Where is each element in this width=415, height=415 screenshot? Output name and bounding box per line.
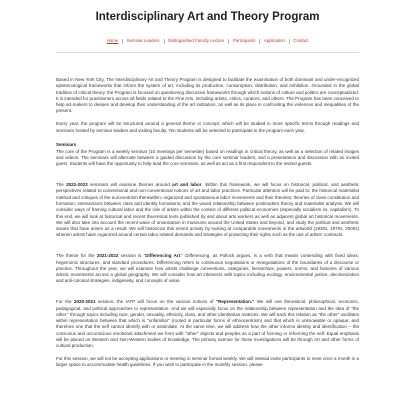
session-year: 2020-2021 (73, 299, 96, 305)
nav-contact[interactable]: Contact (293, 38, 309, 43)
text: ." Differencing, as Pollock argues, is a verb that means contending with fixed ideas, hegemonic structures, and standard procedures. Differencing refers to continuous negotiations or renegotiations of the boundaries of a discourse or practice. Throughout the year, we will examine how artists challenge conventions, categories, hierarchies, powers, norms, and histories of various artistic movements across a global geography. We will consider how art intersects with topics including ecology, environmental justice, decolonization and anti-colonial strategies, indigeneity, and concepts of value. (56, 253, 359, 284)
session-theme: art and labor (172, 182, 202, 188)
nav-divider-line (56, 52, 359, 53)
site-title: Interdisciplinary Art and Theory Program (95, 11, 320, 23)
structure-paragraph: Every year, the program will be structured around a general theme or concept, which will be studied in more specific terms through readings and seminars hosted by seminar leaders and visiting faculty. Ten students will be selected to participate in the program each year. (56, 121, 359, 133)
session-theme: Differencing Art (145, 253, 181, 259)
seminars-paragraph: The core of the Program is a weekly seminar (10 meetings per semester) based on readings in critical theory, as well as a selection of related images and videos. The seminars will alternate between a guided discussion by the core seminar leaders, and a presentation and discussion with an invited guest. Students will have the opportunity to help lead the core seminars, as well as act as a first respondent to the invited guests. (56, 148, 359, 167)
text: session, the IATP will focus on the various notions of (95, 299, 216, 305)
theme-2020-2021-paragraph (56, 299, 359, 349)
nav-application[interactable]: Application (263, 38, 285, 43)
text: session is " (118, 253, 146, 259)
text: The (56, 182, 67, 188)
text: seminars will examine themes around (87, 182, 173, 188)
nav-home[interactable]: Home (106, 38, 119, 43)
main-nav (0, 36, 415, 46)
nav-participants[interactable]: Participants (232, 38, 256, 43)
theme-2022-2023-paragraph (56, 182, 359, 239)
text: . Within this framework, we will focus on historical, political, and aesthetic perspectives related to conventional and non-conventional notions of art and labor practices. Particular attention will be paid to: the historical materialist method and critiques of the eurocentrism therewithin; organized and spontaneous labor movements and their theories; theories of class constitution and formation; intersections between class and identity formations; and the vexed relationship between postmodern theory and materialist analysis. We will consider ways of framing cultural labor and the role of artists within the context of different political economies (especially socialism vs. capitalism). To this end, we will look at historical and recent theoretical texts published by and about arts workers as well as adjacent global art historical movements. We will also take into account the recent wave of unionization in museums around the United States and beyond, and study the political and aesthetic issues that have arisen as a result. We will historicize this recent activity by looking at comparable movements in the artworld (1930s, 1970s, 2000s) wherein artists have organized around certain labor related demands and strategies of protecting their rights such as the use of artists' contracts. (56, 182, 359, 238)
text: For the (56, 299, 74, 305)
intro-paragraph: Based in New York City, The Interdisciplinary Art and Theory Program is designed to facilitate the examination of both dominant and under-recognized epistemological frameworks that inform the system of art, including its production, consumption, distribution, and exhibition. Grounded in the global tradition of critical theory, the Program is focused on questioning discursive frameworks through which notions of culture and politics are conceptualized. It is intended for practitioners across all fields related to the Fine Arts, including artists, critics, curators, and others. The Program has been conceived to help art-makers to deepen and develop their understanding of the art institution, as well as its place in confronting the violences and inequalities of the present. (56, 77, 359, 114)
seminars-heading: Seminars (56, 142, 77, 148)
main-content (0, 77, 415, 369)
nav-distinguished-faculty-lecture[interactable]: Distinguished Faculty Lecture (168, 38, 225, 43)
text: We will use theoretical, philosophical, economic, pedagogical, and political approaches to representation. And we will especially focus on the relationship between representation and the idea of "the other," through topics including race, gender, sexuality, ethnicity, class, and other identitarian matrices. We will track this relation as "the other" oscillates within representation between that which is "unfamiliar" (rooted in particular forms of ethnocentrism) and that which is unknowable or opaque; and therefore one that the self cannot identify with or assimilate. At the same time, we will address how the other informs identity and identification – the conscious and unconscious emotional attachment we form with "other" objects and peoples as a part of forming or reforming the self. Equal emphasis will be placed on Western and Non-Western bodies of knowledge. The primary avenue for these investigations will be through Art and other forms of cultural production. (56, 299, 359, 349)
session-year: 2021-2022 (96, 253, 119, 259)
text: The theme for the (56, 253, 97, 259)
theme-2021-2022-paragraph (56, 253, 359, 284)
nav-seminar-leaders[interactable]: Seminar Leaders (126, 38, 160, 43)
session-year: 2022-2023 (66, 182, 88, 188)
session-theme: "Representation." (215, 299, 255, 305)
closing-paragraph: For this session, we will not be accepting applications or meeting in seminar format weekly. We will instead invite participants to meet once a month in a larger space to accommodate health guidelines. If you wish to participate in the monthly session, please (56, 356, 359, 368)
